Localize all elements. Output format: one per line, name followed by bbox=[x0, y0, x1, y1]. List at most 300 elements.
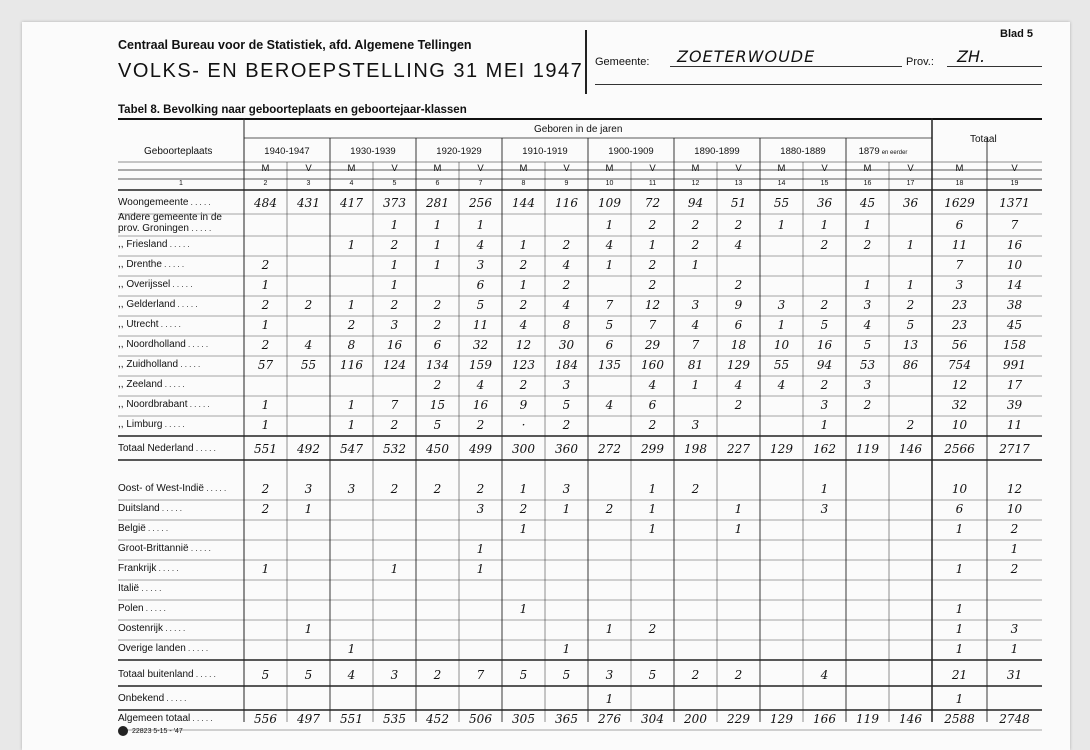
table-cell: 8 bbox=[347, 338, 356, 352]
row-label-text: Totaal Nederland bbox=[118, 443, 194, 454]
table-cell: 129 bbox=[770, 712, 793, 726]
table-cell: 18 bbox=[730, 338, 747, 352]
row-label-text: ,, Noordholland bbox=[118, 339, 186, 350]
table-cell: 11 bbox=[1006, 418, 1023, 432]
table-cell: 2 bbox=[648, 622, 657, 636]
table-cell: 1 bbox=[605, 622, 614, 636]
table-cell: 1 bbox=[261, 398, 270, 412]
table-cell: 272 bbox=[598, 442, 621, 456]
row-label-text: Totaal buitenland bbox=[118, 669, 194, 680]
form-title: VOLKS- EN BEROEPSTELLING 31 MEI 1947 bbox=[118, 60, 584, 82]
table-cell: 51 bbox=[730, 196, 747, 210]
row-label bbox=[118, 443, 216, 454]
table-cell: 229 bbox=[727, 712, 750, 726]
row-label bbox=[118, 669, 216, 680]
table-cell: 9 bbox=[519, 398, 528, 412]
table-cell: 123 bbox=[512, 358, 535, 372]
table-cell: 4 bbox=[476, 238, 485, 252]
leader-dots: . . . . . bbox=[162, 380, 185, 389]
table-cell: 2566 bbox=[944, 442, 975, 456]
column-number: 4 bbox=[349, 180, 354, 187]
table-cell: 450 bbox=[426, 442, 449, 456]
table-cell: 4 bbox=[304, 338, 313, 352]
table-cell: 484 bbox=[254, 196, 277, 210]
table-cell: 1 bbox=[691, 258, 700, 272]
table-cell: 431 bbox=[297, 196, 320, 210]
leader-dots: . . . . . bbox=[164, 694, 187, 703]
period-header: 1880-1889 bbox=[780, 146, 826, 157]
table-cell: 135 bbox=[598, 358, 621, 372]
row-label-text: Oostenrijk bbox=[118, 623, 164, 634]
table-cell: 10 bbox=[1006, 502, 1023, 516]
table-cell: 7 bbox=[390, 398, 399, 412]
table-cell: 1 bbox=[955, 602, 964, 616]
table-cell: 2 bbox=[390, 238, 399, 252]
table-cell: 3 bbox=[955, 278, 964, 292]
column-number: 18 bbox=[955, 180, 964, 187]
table-cell: 16 bbox=[1006, 238, 1023, 252]
table-cell: 1 bbox=[906, 278, 915, 292]
column-number: 8 bbox=[521, 180, 526, 187]
table-cell: 1629 bbox=[944, 196, 975, 210]
table-cell: 4 bbox=[347, 668, 356, 682]
table-cell: 4 bbox=[777, 378, 786, 392]
table-cell: 56 bbox=[951, 338, 968, 352]
column-number: 19 bbox=[1010, 180, 1019, 187]
table-cell: 1 bbox=[390, 218, 399, 232]
table-cell: 2 bbox=[734, 218, 743, 232]
row-label bbox=[118, 563, 179, 574]
table-cell: 1 bbox=[605, 258, 614, 272]
table-cell: 1 bbox=[433, 238, 442, 252]
table-cell: 3 bbox=[605, 668, 614, 682]
row-label-text: Algemeen totaal bbox=[118, 713, 191, 724]
leader-dots: . . . . . bbox=[188, 544, 211, 553]
table-cell: · bbox=[521, 418, 526, 432]
table-cell: 373 bbox=[383, 196, 406, 210]
table-cell: 16 bbox=[472, 398, 489, 412]
table-cell: 166 bbox=[813, 712, 836, 726]
table-cell: 55 bbox=[773, 196, 790, 210]
column-number: 13 bbox=[734, 180, 743, 187]
table-cell: 365 bbox=[555, 712, 578, 726]
sex-label: V bbox=[907, 163, 914, 174]
table-cell: 1 bbox=[304, 622, 313, 636]
table-cell: 1 bbox=[476, 562, 485, 576]
row-label bbox=[118, 713, 213, 724]
table-cell: 129 bbox=[770, 442, 793, 456]
row-label-text: ,, Friesland bbox=[118, 239, 168, 250]
table-cell: 2717 bbox=[999, 442, 1030, 456]
table-cell: 1 bbox=[777, 218, 786, 232]
table-cell: 497 bbox=[297, 712, 320, 726]
print-code bbox=[118, 726, 183, 736]
table-cell: 2 bbox=[605, 502, 614, 516]
column-number: 5 bbox=[392, 180, 397, 187]
table-cell: 17 bbox=[1006, 378, 1023, 392]
table-cell: 160 bbox=[641, 358, 664, 372]
table-cell: 30 bbox=[558, 338, 575, 352]
table-cell: 16 bbox=[816, 338, 833, 352]
table-cell: 2 bbox=[820, 238, 829, 252]
row-label-text: Onbekend bbox=[118, 693, 165, 704]
table-cell: 55 bbox=[773, 358, 790, 372]
table-cell: 200 bbox=[684, 712, 707, 726]
table-cell: 3 bbox=[390, 318, 399, 332]
table-cell: 1 bbox=[347, 642, 356, 656]
table-cell: 2 bbox=[519, 258, 528, 272]
table-cell: 1 bbox=[347, 298, 356, 312]
table-cell: 2 bbox=[906, 418, 915, 432]
row-label-text: België bbox=[118, 523, 146, 534]
table-cell: 1 bbox=[390, 258, 399, 272]
table-cell: 2 bbox=[261, 338, 270, 352]
table-cell: 8 bbox=[562, 318, 571, 332]
table-cell: 2 bbox=[691, 218, 700, 232]
leader-dots: . . . . . bbox=[156, 564, 179, 573]
row-label-text: ,, Limburg bbox=[118, 419, 163, 430]
table-cell: 32 bbox=[951, 398, 968, 412]
period-header: 1890-1899 bbox=[694, 146, 740, 157]
table-cell: 2 bbox=[433, 482, 442, 496]
table-cell: 2 bbox=[691, 238, 700, 252]
table-cell: 1 bbox=[820, 482, 829, 496]
table-cell: 3 bbox=[777, 298, 786, 312]
table-cell: 146 bbox=[899, 442, 922, 456]
table-cell: 1 bbox=[562, 502, 571, 516]
table-cell: 4 bbox=[605, 398, 614, 412]
table-cell: 3 bbox=[863, 298, 872, 312]
table-cell: 4 bbox=[519, 318, 528, 332]
table-cell: 3 bbox=[562, 378, 571, 392]
table-cell: 2 bbox=[1010, 562, 1019, 576]
sex-label: M bbox=[955, 163, 964, 174]
table-cell: 4 bbox=[562, 298, 571, 312]
table-cell: 1 bbox=[955, 692, 964, 706]
table-cell: 2 bbox=[820, 298, 829, 312]
row-label bbox=[118, 359, 200, 370]
column-number: 9 bbox=[564, 180, 569, 187]
table-cell: 1 bbox=[955, 642, 964, 656]
table-cell: 2 bbox=[519, 378, 528, 392]
table-cell: 7 bbox=[648, 318, 657, 332]
table-cell: 13 bbox=[902, 338, 919, 352]
table-cell: 1 bbox=[347, 238, 356, 252]
table-cell: 2 bbox=[1010, 522, 1019, 536]
table-cell: 2 bbox=[261, 482, 270, 496]
table-cell: 45 bbox=[859, 196, 876, 210]
table-cell: 39 bbox=[1006, 398, 1023, 412]
table-cell: 547 bbox=[340, 442, 363, 456]
leader-dots: . . . . . bbox=[167, 240, 190, 249]
born-in-years-header: Geboren in de jaren bbox=[534, 124, 623, 135]
table-cell: 6 bbox=[605, 338, 614, 352]
row-label-text: Woongemeente bbox=[118, 197, 189, 208]
table-cell: 5 bbox=[562, 668, 571, 682]
leader-dots: . . . . . bbox=[158, 320, 181, 329]
table-cell: 6 bbox=[433, 338, 442, 352]
table-cell: 300 bbox=[512, 442, 535, 456]
table-cell: 16 bbox=[386, 338, 403, 352]
table-cell: 1 bbox=[955, 522, 964, 536]
table-cell: 21 bbox=[951, 668, 968, 682]
table-cell: 556 bbox=[254, 712, 277, 726]
sex-label: M bbox=[691, 163, 700, 174]
table-cell: 1 bbox=[519, 522, 528, 536]
table-cell: 1 bbox=[906, 238, 915, 252]
column-number: 16 bbox=[863, 180, 872, 187]
table-cell: 53 bbox=[859, 358, 876, 372]
table-cell: 2 bbox=[433, 378, 442, 392]
sex-label: V bbox=[391, 163, 398, 174]
row-label bbox=[118, 399, 210, 410]
sex-label: V bbox=[305, 163, 312, 174]
leader-dots: . . . . . bbox=[162, 420, 185, 429]
table-cell: 1 bbox=[648, 522, 657, 536]
column-number: 2 bbox=[263, 180, 268, 187]
table-cell: 1 bbox=[476, 218, 485, 232]
table-cell: 1 bbox=[648, 502, 657, 516]
province-label: Prov.: bbox=[906, 56, 934, 68]
period-header: 1900-1909 bbox=[608, 146, 654, 157]
table-cell: 12 bbox=[1006, 482, 1023, 496]
column-number: 12 bbox=[691, 180, 700, 187]
table-cell: 360 bbox=[555, 442, 578, 456]
table-cell: 11 bbox=[951, 238, 968, 252]
sex-label: V bbox=[563, 163, 570, 174]
table-cell: 12 bbox=[644, 298, 661, 312]
table-cell: 506 bbox=[469, 712, 492, 726]
column-number: 11 bbox=[648, 180, 657, 187]
table-cell: 2 bbox=[261, 258, 270, 272]
table-cell: 6 bbox=[734, 318, 743, 332]
table-cell: 162 bbox=[813, 442, 836, 456]
table-cell: 2 bbox=[261, 502, 270, 516]
table-cell: 1 bbox=[605, 692, 614, 706]
leader-dots: . . . . . bbox=[161, 260, 185, 269]
row-label bbox=[118, 603, 166, 614]
table-cell: 1 bbox=[390, 278, 399, 292]
table-cell: 116 bbox=[340, 358, 363, 372]
row-label bbox=[118, 279, 192, 290]
leader-dots: . . . . . bbox=[193, 444, 216, 453]
row-label bbox=[118, 543, 211, 554]
table-cell: 991 bbox=[1003, 358, 1026, 372]
table-cell: 5 bbox=[820, 318, 829, 332]
table-cell: 5 bbox=[476, 298, 485, 312]
period-header: 1910-1919 bbox=[522, 146, 568, 157]
row-label-text: Duitsland bbox=[118, 503, 160, 514]
table-cell: 15 bbox=[429, 398, 446, 412]
table-cell: 109 bbox=[598, 196, 621, 210]
table-cell: 5 bbox=[906, 318, 915, 332]
table-cell: 2 bbox=[390, 418, 399, 432]
table-cell: 1 bbox=[347, 418, 356, 432]
row-label-text: Overige landen bbox=[118, 643, 186, 654]
row-label-text: ,, Utrecht bbox=[118, 319, 159, 330]
leader-dots: . . . . . bbox=[193, 670, 216, 679]
leader-dots: . . . . . bbox=[145, 524, 169, 533]
table-cell: 2 bbox=[648, 278, 657, 292]
table-cell: 1 bbox=[1010, 642, 1019, 656]
table-cell: 4 bbox=[691, 318, 700, 332]
table-cell: 2 bbox=[562, 278, 571, 292]
leader-dots: . . . . . bbox=[163, 624, 186, 633]
table-cell: 4 bbox=[734, 238, 743, 252]
table-cell: 32 bbox=[472, 338, 489, 352]
column-number: 6 bbox=[435, 180, 440, 187]
table-cell: 3 bbox=[562, 482, 571, 496]
table-cell: 3 bbox=[820, 398, 829, 412]
table-cell: 2 bbox=[476, 418, 485, 432]
table-cell: 2 bbox=[433, 668, 442, 682]
census-sheet bbox=[22, 22, 1070, 750]
column-number: 3 bbox=[306, 180, 311, 187]
table-cell: 2 bbox=[691, 482, 700, 496]
table-cell: 4 bbox=[734, 378, 743, 392]
leader-dots: . . . . . bbox=[178, 360, 201, 369]
row-label bbox=[118, 197, 211, 208]
table-cell: 198 bbox=[684, 442, 707, 456]
table-cell: 10 bbox=[951, 482, 968, 496]
table-cell: 6 bbox=[955, 502, 964, 516]
table-cell: 3 bbox=[476, 258, 485, 272]
table-cell: 1 bbox=[261, 562, 270, 576]
table-cell: 12 bbox=[515, 338, 532, 352]
table-cell: 1 bbox=[347, 398, 356, 412]
column-number: 17 bbox=[906, 180, 915, 187]
table-cell: 10 bbox=[773, 338, 790, 352]
table-cell: 2 bbox=[519, 298, 528, 312]
leader-dots: . . . . . bbox=[188, 224, 212, 233]
leader-dots: . . . . . bbox=[203, 484, 227, 493]
table-cell: 1 bbox=[433, 258, 442, 272]
table-cell: 1 bbox=[734, 522, 743, 536]
row-label bbox=[118, 583, 161, 594]
period-suffix: en eerder bbox=[881, 150, 908, 156]
table-cell: 1 bbox=[476, 542, 485, 556]
table-cell: 551 bbox=[340, 712, 363, 726]
table-cell: 1 bbox=[648, 482, 657, 496]
table-cell: 1 bbox=[304, 502, 313, 516]
table-cell: 31 bbox=[1006, 668, 1023, 682]
table-cell: 2 bbox=[390, 298, 399, 312]
table-cell: 1 bbox=[519, 482, 528, 496]
period-header: 1920-1929 bbox=[436, 146, 482, 157]
table-cell: 4 bbox=[605, 238, 614, 252]
table-caption: Tabel 8. Bevolking naar geboorteplaats en geboortejaar-klassen bbox=[118, 104, 467, 116]
table-cell: 1 bbox=[433, 218, 442, 232]
table-cell: 2 bbox=[648, 258, 657, 272]
table-cell: 2 bbox=[648, 418, 657, 432]
table-cell: 2 bbox=[261, 298, 270, 312]
table-cell: 5 bbox=[519, 668, 528, 682]
table-cell: 10 bbox=[951, 418, 968, 432]
row-label bbox=[118, 339, 208, 350]
table-cell: 144 bbox=[512, 196, 535, 210]
printer-logo-icon bbox=[118, 726, 128, 736]
table-cell: 1 bbox=[955, 622, 964, 636]
leader-dots: . . . . . bbox=[170, 280, 193, 289]
table-cell: 256 bbox=[469, 196, 492, 210]
table-cell: 2 bbox=[863, 238, 872, 252]
period-header: 1940-1947 bbox=[264, 146, 310, 157]
table-cell: 2 bbox=[863, 398, 872, 412]
table-cell: 7 bbox=[955, 258, 964, 272]
table-cell: 3 bbox=[347, 482, 356, 496]
table-cell: 1 bbox=[519, 602, 528, 616]
table-cell: 134 bbox=[426, 358, 449, 372]
table-cell: 2 bbox=[304, 298, 313, 312]
table-cell: 14 bbox=[1006, 278, 1023, 292]
row-label bbox=[118, 483, 226, 494]
table-cell: 4 bbox=[820, 668, 829, 682]
table-cell: 4 bbox=[562, 258, 571, 272]
sex-label: M bbox=[519, 163, 528, 174]
table-cell: 36 bbox=[902, 196, 919, 210]
table-cell: 6 bbox=[476, 278, 485, 292]
table-cell: 1371 bbox=[999, 196, 1030, 210]
row-label-text: ,, Noordbrabant bbox=[118, 399, 188, 410]
column-number: 1 bbox=[179, 180, 183, 187]
sex-label: V bbox=[477, 163, 484, 174]
table-cell: 5 bbox=[605, 318, 614, 332]
table-cell: 12 bbox=[951, 378, 968, 392]
column-number: 7 bbox=[478, 180, 483, 187]
table-cell: 23 bbox=[951, 318, 968, 332]
table-cell: 1 bbox=[261, 318, 270, 332]
table-cell: 159 bbox=[469, 358, 492, 372]
table-cell: 6 bbox=[648, 398, 657, 412]
table-cell: 6 bbox=[955, 218, 964, 232]
table-cell: 3 bbox=[691, 298, 700, 312]
table-cell: 116 bbox=[555, 196, 578, 210]
table-cell: 7 bbox=[691, 338, 700, 352]
table-cell: 2 bbox=[734, 668, 743, 682]
sex-label: M bbox=[433, 163, 442, 174]
table-cell: 2 bbox=[476, 482, 485, 496]
table-cell: 2748 bbox=[999, 712, 1030, 726]
row-label bbox=[118, 523, 168, 534]
sex-label: V bbox=[649, 163, 656, 174]
period-header: 1930-1939 bbox=[350, 146, 396, 157]
table-cell: 2 bbox=[734, 398, 743, 412]
total-column-header: Totaal bbox=[970, 134, 997, 145]
table-cell: 532 bbox=[383, 442, 406, 456]
row-label-text: Groot-Brittannië bbox=[118, 543, 189, 554]
table-cell: 452 bbox=[426, 712, 449, 726]
sex-label: V bbox=[1011, 163, 1018, 174]
table-cell: 1 bbox=[562, 642, 571, 656]
table-cell: 81 bbox=[687, 358, 704, 372]
table-cell: 2 bbox=[648, 218, 657, 232]
table-cell: 492 bbox=[297, 442, 320, 456]
table-cell: 417 bbox=[340, 196, 363, 210]
table-cell: 3 bbox=[691, 418, 700, 432]
table-cell: 1 bbox=[648, 238, 657, 252]
sex-label: V bbox=[735, 163, 742, 174]
table-cell: 2 bbox=[562, 418, 571, 432]
table-cell: 1 bbox=[820, 218, 829, 232]
row-label bbox=[118, 623, 185, 634]
table-cell: 5 bbox=[562, 398, 571, 412]
table-cell: 3 bbox=[390, 668, 399, 682]
sheet-number: Blad 5 bbox=[1000, 28, 1034, 40]
table-cell: 4 bbox=[476, 378, 485, 392]
row-label bbox=[118, 299, 198, 310]
table-cell: 11 bbox=[472, 318, 489, 332]
leader-dots: . . . . . bbox=[185, 644, 209, 653]
